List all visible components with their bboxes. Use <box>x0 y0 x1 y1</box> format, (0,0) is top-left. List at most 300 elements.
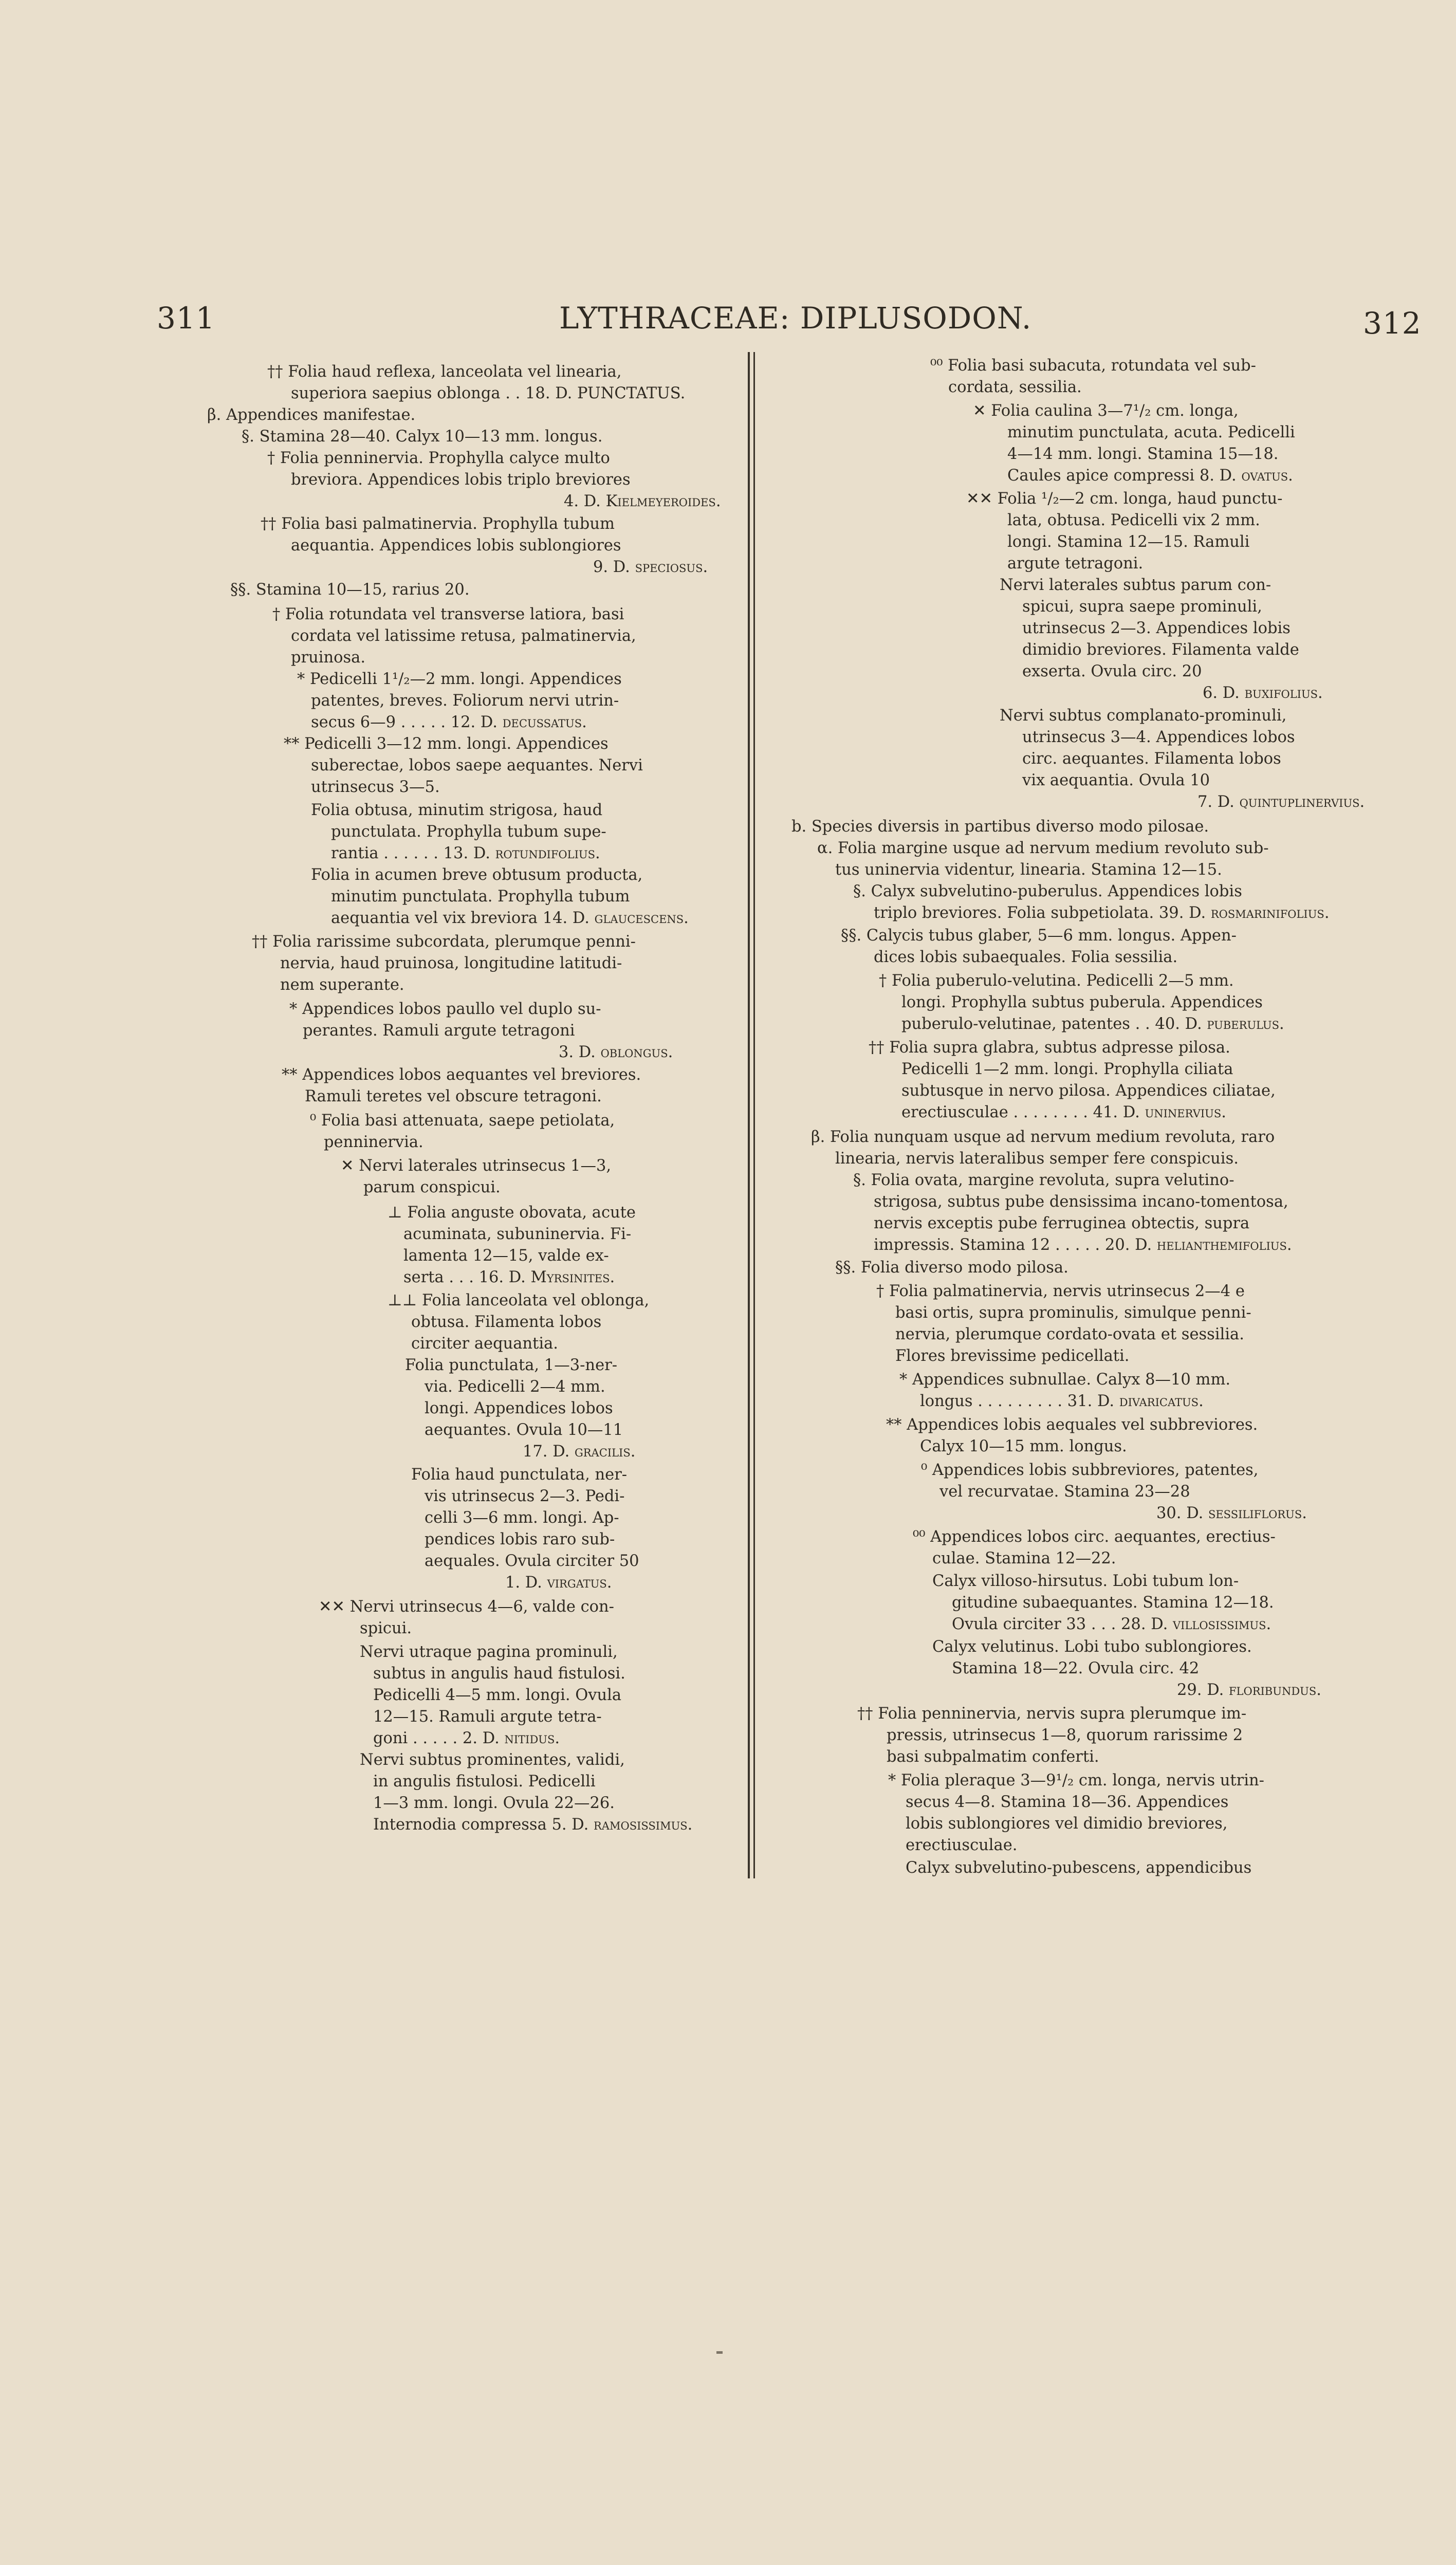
line-text: in angulis fistulosi. Pedicelli <box>373 1773 596 1791</box>
species-name: villosissimus. <box>1172 1615 1271 1633</box>
species-name: decussatus. <box>502 713 587 731</box>
text-line <box>291 648 365 667</box>
line-text: 30. D. <box>1156 1504 1208 1522</box>
text-line <box>906 1858 1251 1877</box>
line-text: * Appendices lobos paullo vel duplo su- <box>289 1000 601 1018</box>
species-name: puberulus. <box>1207 1015 1284 1033</box>
line-text: Folia obtusa, minutim strigosa, haud <box>311 801 603 819</box>
text-line <box>411 1334 558 1353</box>
line-text: puberulo-velutinae, patentes . . 40. D. <box>901 1015 1207 1033</box>
text-line <box>559 1043 673 1062</box>
line-text: ⁰ Appendices lobis subbreviores, patentes, <box>921 1461 1259 1479</box>
line-text: Flores brevissime pedicellati. <box>895 1347 1130 1365</box>
line-text: spicui. <box>360 1619 412 1637</box>
text-line <box>966 489 1282 508</box>
line-text: Folia punctulata, 1—3-ner- <box>405 1356 618 1374</box>
text-line <box>272 605 624 624</box>
species-name: speciosus. <box>635 558 708 576</box>
line-text: parum conspicui. <box>363 1178 501 1196</box>
line-text: Nervi utraque pagina prominuli, <box>360 1643 618 1661</box>
text-line <box>311 691 619 710</box>
text-line <box>1000 706 1286 725</box>
species-name: nitidus. <box>504 1729 560 1747</box>
line-text: * Folia pleraque 3—9¹/₂ cm. longa, nervis utrin- <box>888 1771 1264 1789</box>
line-text: ⁰⁰ Appendices lobos circ. aequantes, erectius- <box>913 1528 1276 1546</box>
species-name: PUNCTATUS. <box>577 384 686 402</box>
line-text: pendices lobis raro sub- <box>425 1530 615 1548</box>
text-line <box>853 1171 1234 1190</box>
line-text: lamenta 12—15, valde ex- <box>403 1247 609 1265</box>
text-line <box>811 1128 1275 1147</box>
text-line <box>363 1178 501 1197</box>
text-line <box>920 1437 1127 1456</box>
line-text: Folia haud punctulata, ner- <box>411 1466 628 1484</box>
line-text: cordata vel latissime retusa, palmatinervia, <box>291 627 636 645</box>
text-line <box>901 993 1263 1012</box>
text-line <box>403 1268 615 1287</box>
line-text: vix aequantia. Ovula 10 <box>1022 771 1210 789</box>
line-text: nem superante. <box>280 976 404 994</box>
line-text: nervia, haud pruinosa, longitudine latitudi- <box>280 954 622 972</box>
line-text: perantes. Ramuli argute tetragoni <box>303 1022 575 1040</box>
text-line <box>895 1303 1251 1322</box>
text-line <box>411 1465 627 1484</box>
species-name: divaricatus. <box>1119 1392 1204 1410</box>
page-number-left: 311 <box>157 301 215 336</box>
text-line <box>835 860 1222 879</box>
text-line <box>425 1420 623 1440</box>
line-text: cordata, sessilia. <box>948 378 1082 396</box>
text-line <box>939 1482 1190 1501</box>
line-text: aequantia. Appendices lobis sublongiores <box>291 537 621 555</box>
line-text: 7. D. <box>1197 793 1240 811</box>
line-text: pruinosa. <box>291 649 366 667</box>
line-text: minutim punctulata, acuta. Pedicelli <box>1007 423 1295 441</box>
line-text: erectiusculae . . . . . . . . 41. D. <box>901 1103 1145 1121</box>
text-line <box>791 817 1209 836</box>
line-text: strigosa, subtus pube densissima incano-tomentosa, <box>874 1193 1288 1211</box>
text-line <box>906 1814 1227 1833</box>
text-line <box>411 1313 601 1332</box>
text-line <box>1203 684 1323 703</box>
text-line <box>895 1346 1130 1365</box>
text-line <box>207 405 415 425</box>
line-text: aequantia vel vix breviora 14. D. <box>331 909 595 927</box>
line-text: secus 4—8. Stamina 18—36. Appendices <box>906 1793 1229 1811</box>
line-text: vel recurvatae. Stamina 23—28 <box>939 1483 1190 1501</box>
line-text: 12—15. Ramuli argute tetra- <box>373 1708 602 1726</box>
text-line <box>319 1597 614 1616</box>
text-line <box>331 844 600 863</box>
text-line <box>282 1065 641 1084</box>
text-line <box>388 1203 636 1222</box>
text-line <box>869 1038 1230 1057</box>
text-line <box>874 948 1177 967</box>
text-line <box>930 356 1256 375</box>
text-line <box>360 1643 618 1662</box>
text-line <box>1022 597 1262 616</box>
text-line <box>360 1750 625 1769</box>
line-text: ✕✕ Nervi utrinsecus 4—6, valde con- <box>319 1598 614 1616</box>
line-text: ✕✕ Folia ¹/₂—2 cm. longa, haud punctu- <box>966 490 1283 508</box>
column-divider-inner <box>753 352 755 1878</box>
page-number-right: 312 <box>1363 306 1422 341</box>
text-line <box>291 384 685 403</box>
line-text: 4—14 mm. longi. Stamina 15—18. <box>1007 445 1279 463</box>
line-text: 6. D. <box>1203 684 1245 702</box>
line-text: Pedicelli 4—5 mm. longi. Ovula <box>373 1686 622 1704</box>
text-line <box>425 1487 624 1506</box>
line-text: vis utrinsecus 2—3. Pedi- <box>425 1487 625 1505</box>
line-text: penninervia. <box>324 1133 423 1151</box>
line-text: argute tetragoni. <box>1007 555 1144 573</box>
text-line <box>817 839 1269 858</box>
line-text: lata, obtusa. Pedicelli vix 2 mm. <box>1007 511 1260 529</box>
line-text: 9. D. <box>593 558 635 576</box>
line-text: utrinsecus 2—3. Appendices lobis <box>1022 619 1291 637</box>
text-line <box>360 1619 412 1638</box>
text-line <box>425 1552 639 1571</box>
text-line <box>280 954 622 973</box>
text-line <box>331 909 689 928</box>
line-text: utrinsecus 3—5. <box>311 778 440 796</box>
line-text: †† Folia haud reflexa, lanceolata vel linearia, <box>267 363 622 381</box>
text-line <box>284 734 609 753</box>
line-text: pressis, utrinsecus 1—8, quorum rarissime 2 <box>887 1726 1243 1744</box>
text-line <box>841 926 1237 945</box>
species-name: rosmarinifolius. <box>1210 904 1330 922</box>
species-name: Kielmeyeroides. <box>605 492 721 510</box>
line-text: 1—3 mm. longi. Ovula 22—26. <box>373 1794 615 1812</box>
text-line <box>874 1192 1288 1211</box>
line-text: ⊥ Folia anguste obovata, acute <box>388 1204 636 1222</box>
line-text: ** Appendices lobos aequantes vel breviores. <box>282 1066 641 1084</box>
line-text: Calyx velutinus. Lobi tubo sublongiores. <box>932 1638 1252 1656</box>
text-line <box>835 1258 1068 1277</box>
line-text: ✕ Folia caulina 3—7¹/₂ cm. longa, <box>973 402 1239 420</box>
text-line <box>932 1549 1116 1568</box>
line-text: Ovula circiter 33 . . . 28. D. <box>952 1615 1173 1633</box>
text-line <box>973 401 1239 420</box>
line-text: †† Folia penninervia, nervis supra plerumque im- <box>857 1705 1247 1723</box>
text-line <box>952 1615 1271 1634</box>
text-line <box>874 903 1330 922</box>
text-line <box>876 1282 1245 1301</box>
line-text: tus uninervia videntur, linearia. Stamina 12—15. <box>835 861 1222 879</box>
text-line <box>1022 728 1295 747</box>
line-text: longi. Appendices lobos <box>425 1399 613 1417</box>
text-line <box>280 975 404 994</box>
line-text: §. Calyx subvelutino-puberulus. Appendices lobis <box>853 882 1242 900</box>
text-line <box>373 1664 625 1683</box>
line-text: celli 3—6 mm. longi. Ap- <box>425 1509 619 1527</box>
line-text: superiora saepius oblonga . . 18. D. <box>291 384 577 402</box>
text-line <box>835 1149 1239 1168</box>
text-line <box>874 1235 1292 1254</box>
line-text: β. Appendices manifestae. <box>207 406 416 424</box>
text-line <box>425 1508 619 1527</box>
line-text: basi subpalmatim conferti. <box>887 1748 1099 1766</box>
text-line <box>887 1726 1243 1745</box>
line-text: ** Appendices lobis aequales vel subbreviores. <box>886 1416 1258 1434</box>
line-text: §§. Folia diverso modo pilosa. <box>835 1259 1068 1277</box>
text-line <box>311 778 440 797</box>
text-line <box>913 1527 1276 1546</box>
line-text: longi. Stamina 12—15. Ramuli <box>1007 533 1250 551</box>
text-line <box>425 1377 605 1396</box>
text-line <box>886 1415 1258 1434</box>
line-text: Internodia compressa 5. D. <box>373 1816 594 1834</box>
line-text: † Folia penninervia. Prophylla calyce multo <box>267 449 610 467</box>
species-name: ovatus. <box>1241 467 1293 485</box>
line-text: impressis. Stamina 12 . . . . . 20. D. <box>874 1236 1157 1254</box>
text-line <box>1007 466 1293 485</box>
line-text: Caules apice compressi 8. D. <box>1007 467 1242 485</box>
species-name: floribundus. <box>1228 1681 1321 1699</box>
text-line <box>952 1593 1274 1612</box>
text-line <box>857 1704 1246 1723</box>
text-line <box>289 1000 601 1019</box>
text-line <box>373 1794 615 1813</box>
text-line <box>901 1060 1233 1079</box>
text-line <box>899 1370 1230 1389</box>
text-line <box>230 580 470 599</box>
line-text: erectiusculae. <box>906 1836 1018 1854</box>
text-line <box>331 822 606 841</box>
species-name: sessiliflorus. <box>1208 1504 1307 1522</box>
text-line <box>310 1111 615 1130</box>
line-text: β. Folia nunquam usque ad nervum medium revoluta, raro <box>811 1128 1275 1146</box>
line-text: 29. D. <box>1177 1681 1229 1699</box>
text-line <box>1022 640 1299 659</box>
text-line <box>932 1637 1252 1656</box>
line-text: Nervi subtus prominentes, validi, <box>360 1751 625 1769</box>
line-text: lobis sublongiores vel dimidio breviores, <box>906 1815 1228 1833</box>
line-text: nervis exceptis pube ferruginea obtectis, supra <box>874 1214 1250 1232</box>
line-text: punctulata. Prophylla tubum supe- <box>331 823 606 841</box>
line-text: Nervi subtus complanato-prominuli, <box>1000 707 1287 725</box>
text-line <box>403 1246 609 1265</box>
text-line <box>920 1392 1204 1411</box>
line-text: † Folia rotundata vel transverse latiora, basi <box>272 605 624 623</box>
line-text: secus 6—9 . . . . . 12. D. <box>311 713 503 731</box>
text-line <box>932 1572 1239 1591</box>
line-text: acuminata, subuninervia. Fi- <box>403 1225 632 1243</box>
line-text: §§. Stamina 10—15, rarius 20. <box>230 581 470 599</box>
line-text: rantia . . . . . . 13. D. <box>331 844 495 862</box>
text-line <box>887 1747 1099 1766</box>
line-text: 4. D. <box>564 492 606 510</box>
text-line <box>1177 1681 1321 1700</box>
text-line <box>593 558 708 577</box>
text-line <box>242 427 602 446</box>
line-text: †† Folia basi palmatinervia. Prophylla tubum <box>261 515 615 533</box>
species-name: buxifolius. <box>1244 684 1323 702</box>
line-text: † Folia palmatinervia, nervis utrinsecus 2—4 e <box>876 1282 1245 1300</box>
text-line <box>373 1729 560 1748</box>
line-text: goni . . . . . 2. D. <box>373 1729 505 1747</box>
text-line <box>405 1356 617 1375</box>
line-text: subtusque in nervo pilosa. Appendices ciliatae, <box>901 1082 1276 1100</box>
line-text: 17. D. <box>523 1443 575 1461</box>
text-line <box>311 801 602 820</box>
line-text: 3. D. <box>559 1043 601 1061</box>
line-text: dices lobis subaequales. Folia sessilia. <box>874 948 1178 966</box>
species-name: ramosissimus. <box>594 1816 693 1834</box>
text-line <box>564 492 721 511</box>
text-line <box>901 1014 1284 1034</box>
text-line <box>311 865 642 884</box>
text-line <box>252 932 636 951</box>
text-line <box>1197 792 1365 811</box>
species-name: rotundifolius. <box>495 844 600 862</box>
text-line <box>906 1836 1017 1855</box>
text-line <box>425 1399 613 1418</box>
text-line <box>895 1325 1244 1344</box>
line-text: aequales. Ovula circiter 50 <box>425 1552 639 1570</box>
text-line <box>906 1793 1228 1812</box>
line-text: ⁰⁰ Folia basi subacuta, rotundata vel sub- <box>930 357 1256 375</box>
line-text: circ. aequantes. Filamenta lobos <box>1022 750 1281 768</box>
line-text: Folia in acumen breve obtusum producta, <box>311 866 643 884</box>
line-text: †† Folia rarissime subcordata, plerumque penni- <box>252 933 636 951</box>
text-line <box>311 713 587 732</box>
line-text: breviora. Appendices lobis triplo breviores <box>291 471 631 489</box>
text-line <box>305 1087 602 1106</box>
line-text: culae. Stamina 12—22. <box>932 1549 1116 1567</box>
line-text: triplo breviores. Folia subpetiolata. 39. D. <box>874 904 1211 922</box>
line-text: via. Pedicelli 2—4 mm. <box>425 1378 605 1396</box>
line-text: obtusa. Filamenta lobos <box>411 1313 602 1331</box>
line-text: * Pedicelli 1¹/₂—2 mm. longi. Appendices <box>297 670 622 688</box>
text-line <box>1007 423 1295 442</box>
page-mark <box>716 2351 723 2354</box>
text-line <box>341 1156 611 1175</box>
line-text: §. Stamina 28—40. Calyx 10—13 mm. longus. <box>242 428 603 446</box>
text-line <box>291 470 631 489</box>
line-text: longi. Prophylla subtus puberula. Appendices <box>901 993 1263 1011</box>
text-line <box>888 1771 1264 1790</box>
line-text: Stamina 18—22. Ovula circ. 42 <box>952 1659 1200 1677</box>
line-text: serta . . . 16. D. <box>403 1268 531 1286</box>
line-text: nervia, plerumque cordato-ovata et sessilia. <box>895 1325 1244 1343</box>
text-line <box>331 887 630 906</box>
text-line <box>1156 1504 1307 1523</box>
line-text: Calyx 10—15 mm. longus. <box>920 1437 1127 1455</box>
text-line <box>505 1573 612 1592</box>
running-title: LYTHRACEAE: DIPLUSODON. <box>559 301 1032 336</box>
text-line <box>403 1225 631 1244</box>
line-text: Ramuli teretes vel obscure tetragoni. <box>305 1087 602 1105</box>
species-name: oblongus. <box>600 1043 673 1061</box>
line-text: ⁰ Folia basi attenuata, saepe petiolata, <box>310 1112 615 1130</box>
line-text: Calyx villoso-hirsutus. Lobi tubum lon- <box>932 1572 1239 1590</box>
line-text: linearia, nervis lateralibus semper fere conspicuis. <box>835 1150 1239 1168</box>
line-text: patentes, breves. Foliorum nervi utrin- <box>311 692 619 710</box>
line-text: 1. D. <box>505 1574 547 1592</box>
text-line <box>324 1133 423 1152</box>
text-line <box>1022 662 1202 681</box>
line-text: b. Species diversis in partibus diverso modo pilosae. <box>791 818 1209 836</box>
text-line <box>1022 619 1291 638</box>
text-line <box>901 1103 1226 1122</box>
text-line <box>1007 554 1143 573</box>
text-line <box>1007 445 1278 464</box>
text-line <box>1007 532 1249 551</box>
species-name: virgatus. <box>547 1574 612 1592</box>
text-line <box>1007 511 1260 530</box>
text-line <box>261 514 615 533</box>
text-line <box>267 362 621 381</box>
text-line <box>1022 771 1210 790</box>
text-line <box>388 1291 649 1310</box>
text-line <box>1000 576 1271 595</box>
species-name: gracilis. <box>574 1443 636 1461</box>
line-text: * Appendices subnullae. Calyx 8—10 mm. <box>899 1371 1231 1389</box>
line-text: §. Folia ovata, margine revoluta, supra velutino- <box>853 1171 1234 1189</box>
text-line <box>291 536 621 555</box>
text-line <box>425 1530 615 1549</box>
line-text: Nervi laterales subtus parum con- <box>1000 576 1271 594</box>
line-text: † Folia puberulo-velutina. Pedicelli 2—5 mm. <box>879 972 1234 990</box>
line-text: α. Folia margine usque ad nervum medium revoluto sub- <box>817 839 1269 857</box>
line-text: longus . . . . . . . . . 31. D. <box>920 1392 1119 1410</box>
text-line <box>373 1772 596 1791</box>
column-divider <box>748 352 750 1878</box>
line-text: minutim punctulata. Prophylla tubum <box>331 888 630 906</box>
line-text: subtus in angulis haud fistulosi. <box>373 1665 625 1683</box>
text-line <box>874 1214 1249 1233</box>
text-line <box>291 626 636 645</box>
species-name: Myrsinites. <box>530 1268 615 1286</box>
text-line <box>311 756 643 775</box>
species-name: quintuplinervius. <box>1239 793 1365 811</box>
text-line <box>373 1707 602 1726</box>
species-name: glaucescens. <box>594 909 689 927</box>
text-line <box>879 971 1234 990</box>
line-text: aequantes. Ovula 10—11 <box>425 1421 623 1439</box>
text-line <box>901 1081 1276 1100</box>
text-line <box>303 1021 575 1040</box>
text-line <box>267 449 610 468</box>
line-text: suberectae, lobos saepe aequantes. Nervi <box>311 756 643 774</box>
text-line <box>297 670 622 689</box>
line-text: utrinsecus 3—4. Appendices lobos <box>1022 728 1295 746</box>
text-line <box>523 1442 635 1461</box>
line-text: dimidio breviores. Filamenta valde <box>1022 641 1299 659</box>
species-name: uninervius. <box>1145 1103 1226 1121</box>
line-text: §§. Calycis tubus glaber, 5—6 mm. longus. Appen- <box>841 927 1237 945</box>
line-text: gitudine subaequantes. Stamina 12—18. <box>952 1594 1274 1612</box>
text-line <box>853 882 1242 901</box>
line-text: ** Pedicelli 3—12 mm. longi. Appendices <box>284 735 609 753</box>
text-line <box>921 1461 1259 1480</box>
species-name: helianthemifolius. <box>1156 1236 1292 1254</box>
line-text: Calyx subvelutino-pubescens, appendicibus <box>906 1859 1252 1877</box>
line-text: circiter aequantia. <box>411 1335 558 1353</box>
line-text: ⊥⊥ Folia lanceolata vel oblonga, <box>388 1291 650 1309</box>
text-line <box>952 1659 1199 1678</box>
line-text: spicui, supra saepe prominuli, <box>1022 598 1262 616</box>
text-line <box>1022 749 1281 768</box>
line-text: Pedicelli 1—2 mm. longi. Prophylla ciliata <box>901 1060 1233 1078</box>
text-line <box>373 1815 692 1834</box>
line-text: †† Folia supra glabra, subtus adpresse pilosa. <box>869 1039 1230 1057</box>
text-line <box>373 1686 621 1705</box>
line-text: exserta. Ovula circ. 20 <box>1022 662 1202 680</box>
line-text: ✕ Nervi laterales utrinsecus 1—3, <box>341 1157 612 1175</box>
line-text: basi ortis, supra prominulis, simulque penni- <box>895 1304 1251 1322</box>
